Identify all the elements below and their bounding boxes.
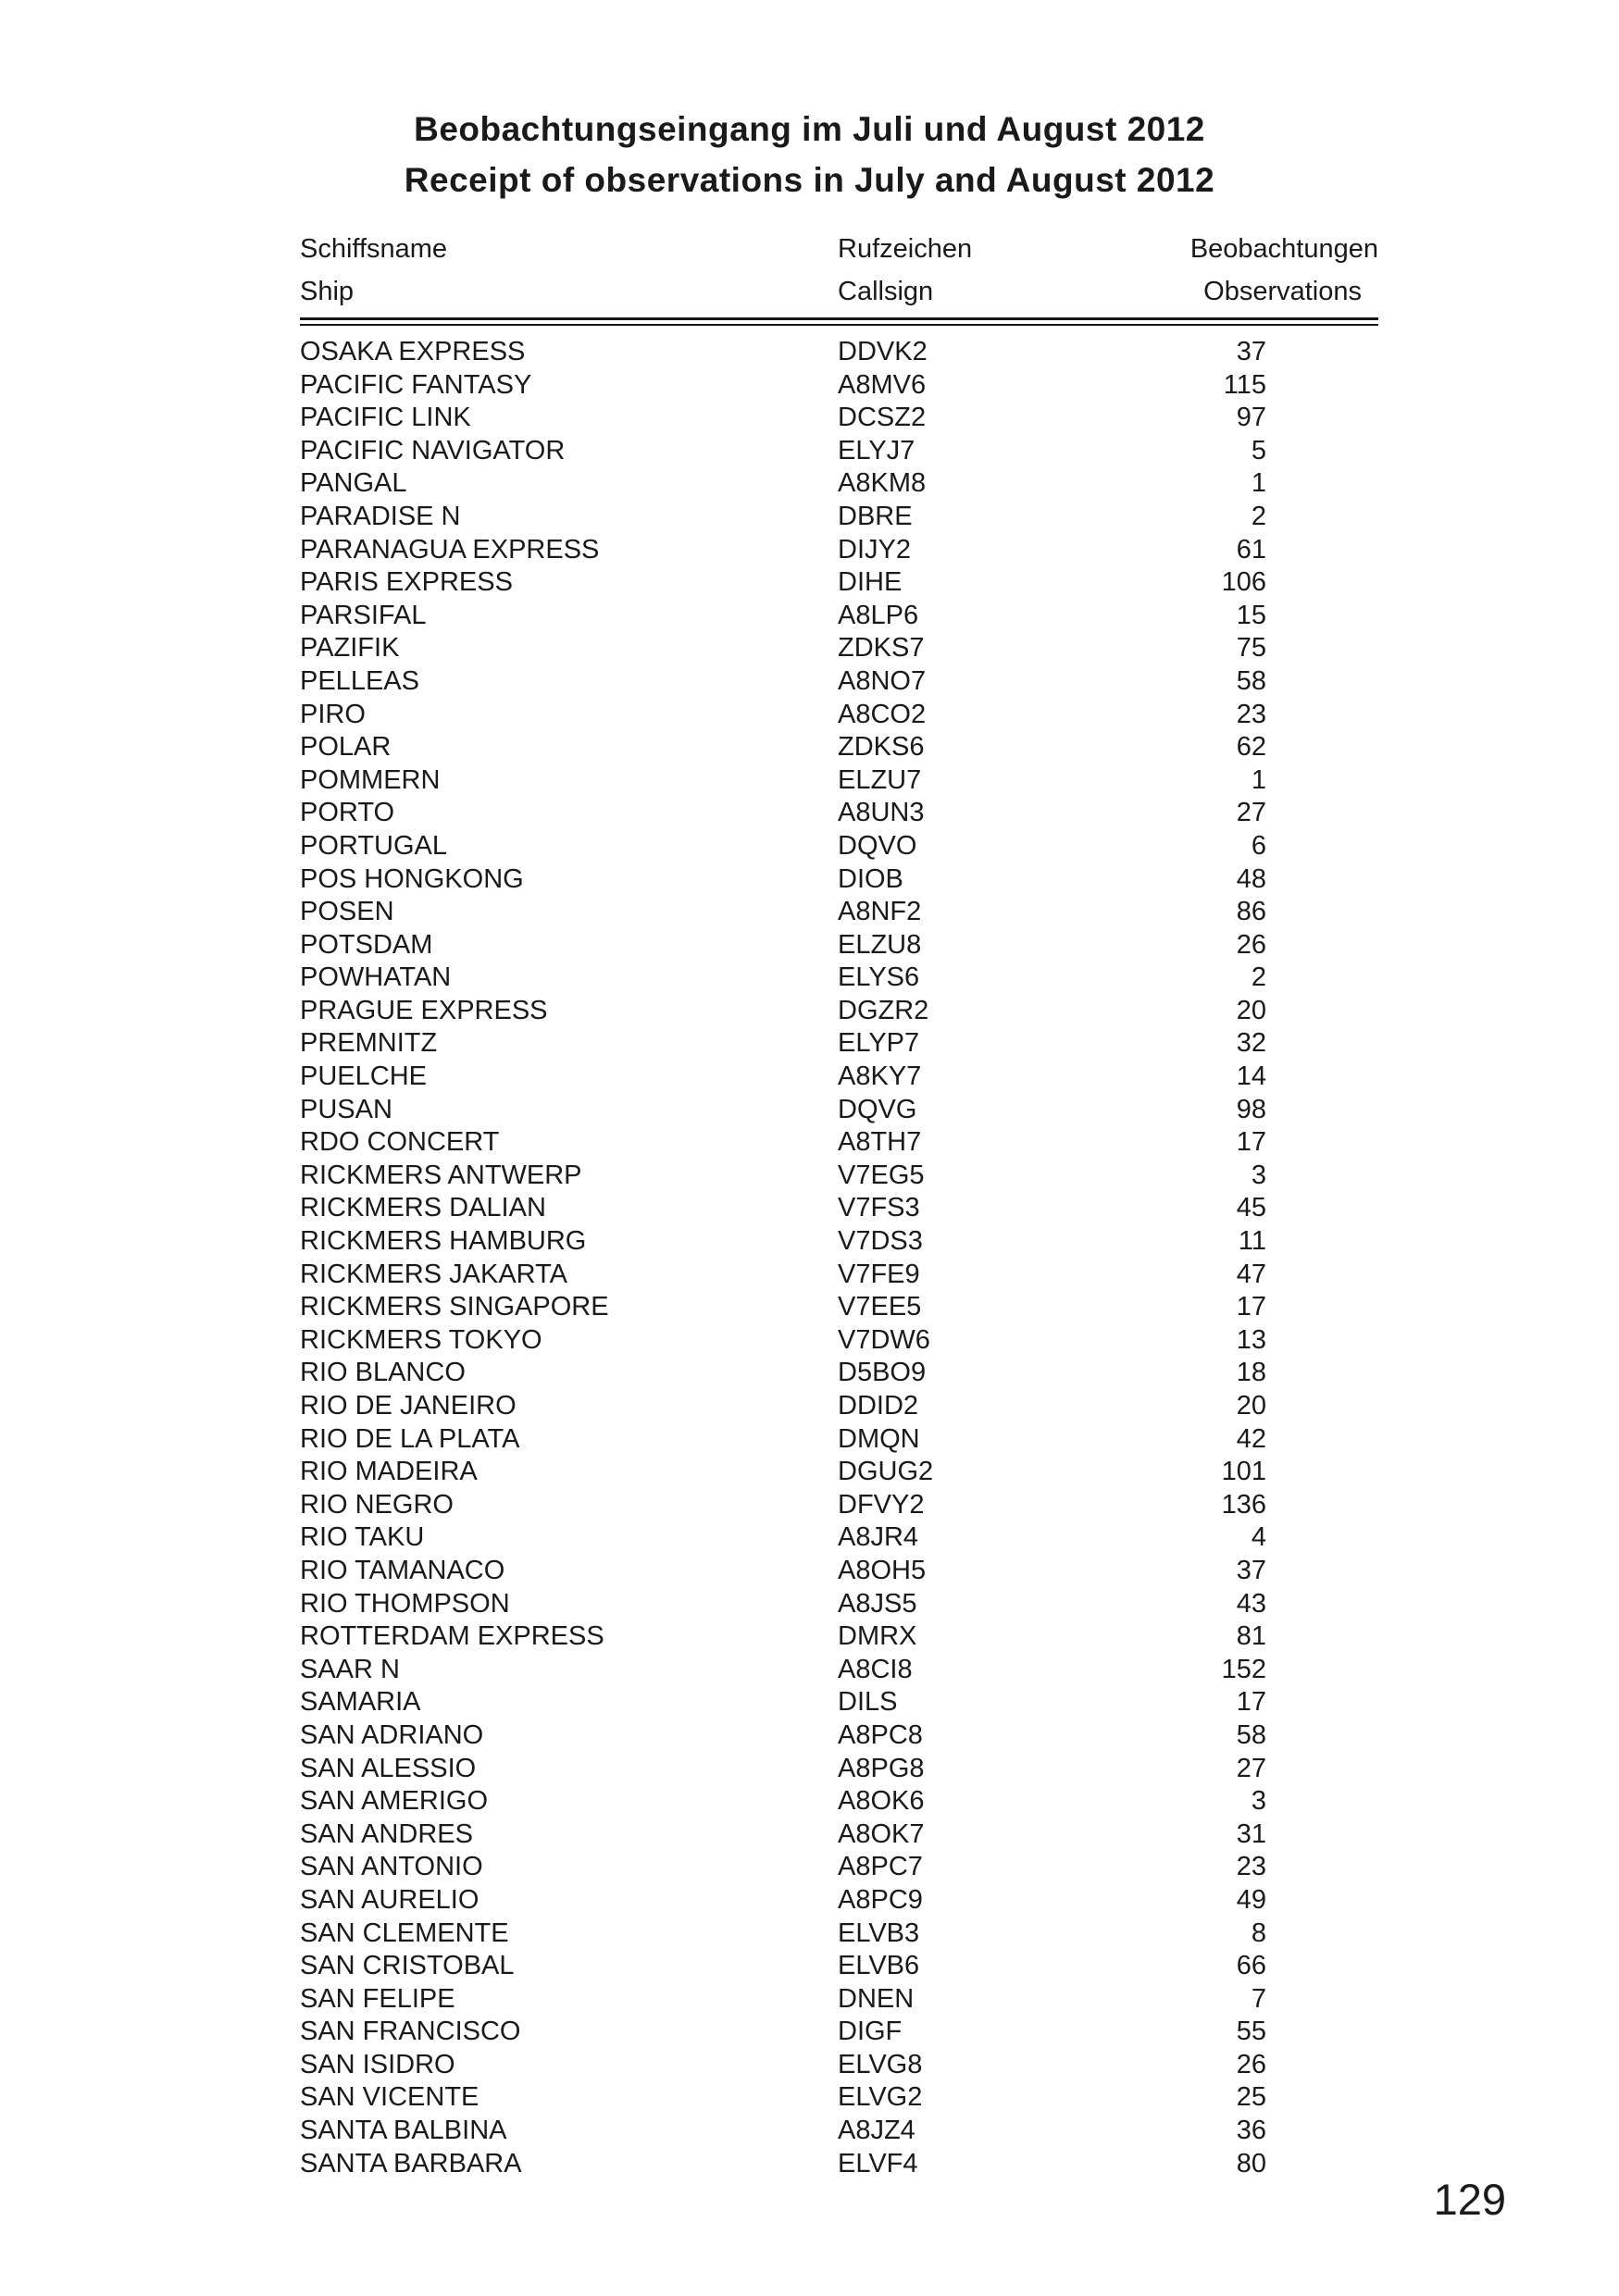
table-row: [300, 1225, 1378, 1259]
observations-count: 115: [1223, 369, 1266, 400]
table-row: [300, 369, 1378, 403]
ship-name: RIO TAKU: [300, 1522, 425, 1553]
callsign: ELZU8: [838, 929, 922, 960]
ship-name: POS HONGKONG: [300, 863, 524, 894]
callsign: DQVO: [838, 830, 917, 861]
callsign: DIJY2: [838, 534, 911, 565]
observations-count: 1: [1251, 764, 1266, 795]
ship-name: SAN ISIDRO: [300, 2049, 455, 2079]
ship-name: SAN AURELIO: [300, 1884, 479, 1915]
callsign: A8NO7: [838, 665, 927, 696]
table-row: [300, 1160, 1378, 1193]
table-row: [300, 600, 1378, 633]
observations-count: 42: [1236, 1423, 1266, 1454]
observations-table: [300, 228, 1378, 2180]
table-row: [300, 1983, 1378, 2017]
callsign: A8MV6: [838, 369, 927, 400]
observations-count: 23: [1236, 699, 1266, 729]
callsign: A8TH7: [838, 1127, 922, 1158]
ship-name: PUELCHE: [300, 1061, 427, 1092]
observations-count: 15: [1236, 600, 1266, 630]
observations-count: 3: [1251, 1160, 1266, 1190]
observations-count: 4: [1251, 1522, 1266, 1553]
callsign: DFVY2: [838, 1489, 925, 1520]
observations-count: 26: [1236, 2049, 1266, 2079]
callsign: ELVB6: [838, 1951, 920, 1981]
table-row: [300, 1950, 1378, 1983]
callsign: DGUG2: [838, 1457, 934, 1487]
observations-count: 58: [1236, 665, 1266, 696]
ship-name: RIO DE JANEIRO: [300, 1391, 517, 1421]
ship-name: RIO MADEIRA: [300, 1457, 478, 1487]
observations-count: 36: [1236, 2116, 1266, 2146]
header-ship-en: Ship: [300, 277, 355, 306]
table-row: [300, 1654, 1378, 1687]
observations-count: 86: [1236, 897, 1266, 927]
table-row: [300, 797, 1378, 830]
page-number: 129: [1433, 2175, 1506, 2224]
observations-count: 20: [1236, 1391, 1266, 1421]
table-row: [300, 1192, 1378, 1225]
callsign: D5BO9: [838, 1358, 927, 1388]
table-body: [300, 336, 1378, 2180]
ship-name: PARADISE N: [300, 501, 461, 531]
callsign: ELYJ7: [838, 435, 915, 465]
callsign: DIHE: [838, 567, 903, 598]
callsign: ELVB3: [838, 1917, 920, 1948]
callsign: ELZU7: [838, 764, 922, 795]
observations-count: 27: [1236, 798, 1266, 828]
header-observations-en: Observations: [1203, 277, 1362, 306]
observations-count: 11: [1238, 1226, 1266, 1257]
table-row: [300, 501, 1378, 534]
observations-count: 66: [1236, 1951, 1266, 1981]
table-row: [300, 402, 1378, 435]
ship-name: RIO THOMPSON: [300, 1588, 510, 1619]
header-row-english: [300, 270, 1378, 313]
observations-count: 17: [1236, 1127, 1266, 1158]
table-row: [300, 1753, 1378, 1786]
table-row: [300, 2049, 1378, 2082]
callsign: A8JR4: [838, 1522, 919, 1553]
callsign: A8PC9: [838, 1884, 923, 1915]
table-row: [300, 1555, 1378, 1588]
ship-name: SAN ANTONIO: [300, 1852, 483, 1882]
callsign: A8LP6: [838, 600, 919, 630]
table-row: [300, 1291, 1378, 1324]
table-row: [300, 435, 1378, 468]
header-callsign-en: Callsign: [838, 277, 934, 306]
observations-count: 37: [1236, 1555, 1266, 1585]
callsign: V7DW6: [838, 1324, 930, 1355]
observations-count: 80: [1236, 2148, 1266, 2178]
table-row: [300, 863, 1378, 897]
callsign: A8PG8: [838, 1753, 925, 1783]
table-row: [300, 534, 1378, 567]
observations-count: 1: [1251, 468, 1266, 499]
callsign: DMQN: [838, 1423, 920, 1454]
observations-count: 75: [1236, 633, 1266, 664]
table-row: [300, 632, 1378, 665]
callsign: DNEN: [838, 1983, 915, 2014]
header-row-german: [300, 228, 1378, 270]
observations-count: 136: [1221, 1489, 1266, 1520]
observations-count: 152: [1221, 1654, 1266, 1684]
ship-name: SANTA BALBINA: [300, 2116, 507, 2146]
table-header: [300, 228, 1378, 326]
observations-count: 25: [1236, 2082, 1266, 2113]
observations-count: 98: [1236, 1094, 1266, 1124]
ship-name: SAN ANDRES: [300, 1818, 473, 1849]
callsign: A8KY7: [838, 1061, 922, 1092]
table-row: [300, 1686, 1378, 1719]
callsign: A8OK7: [838, 1818, 925, 1849]
observations-count: 8: [1251, 1917, 1266, 1948]
ship-name: PARSIFAL: [300, 600, 427, 630]
table-row: [300, 1423, 1378, 1457]
callsign: DIGF: [838, 2017, 903, 2047]
observations-count: 32: [1236, 1028, 1266, 1059]
observations-count: 6: [1251, 830, 1266, 861]
callsign: DILS: [838, 1687, 898, 1718]
observations-count: 62: [1236, 732, 1266, 763]
observations-count: 55: [1236, 2017, 1266, 2047]
callsign: A8NF2: [838, 897, 922, 927]
callsign: DQVG: [838, 1094, 917, 1124]
callsign: ZDKS6: [838, 732, 925, 763]
ship-name: PREMNITZ: [300, 1028, 438, 1059]
callsign: A8KM8: [838, 468, 927, 499]
ship-name: SAN VICENTE: [300, 2082, 479, 2113]
observations-count: 61: [1236, 534, 1266, 565]
ship-name: PELLEAS: [300, 665, 419, 696]
table-row: [300, 2016, 1378, 2049]
table-row: [300, 731, 1378, 764]
ship-name: RICKMERS DALIAN: [300, 1193, 546, 1223]
callsign: V7EE5: [838, 1292, 922, 1322]
callsign: ZDKS7: [838, 633, 925, 664]
ship-name: PANGAL: [300, 468, 407, 499]
ship-name: RICKMERS TOKYO: [300, 1324, 542, 1355]
table-row: [300, 1061, 1378, 1094]
observations-count: 58: [1236, 1719, 1266, 1750]
table-row: [300, 1094, 1378, 1127]
callsign: A8PC8: [838, 1719, 923, 1750]
table-row: [300, 2115, 1378, 2148]
observations-count: 14: [1236, 1061, 1266, 1092]
callsign: A8CO2: [838, 699, 927, 729]
ship-name: SAN AMERIGO: [300, 1786, 489, 1817]
table-row: [300, 1785, 1378, 1818]
table-row: [300, 995, 1378, 1028]
observations-count: 23: [1236, 1852, 1266, 1882]
callsign: ELVG2: [838, 2082, 923, 2113]
observations-count: 97: [1236, 403, 1266, 433]
callsign: V7EG5: [838, 1160, 925, 1190]
callsign: DIOB: [838, 863, 903, 894]
ship-name: PARANAGUA EXPRESS: [300, 534, 600, 565]
callsign: ELVG8: [838, 2049, 923, 2079]
observations-count: 49: [1236, 1884, 1266, 1915]
callsign: ELYP7: [838, 1028, 920, 1059]
observations-count: 20: [1236, 995, 1266, 1025]
title-english: Receipt of observations in July and August 2012: [404, 161, 1215, 199]
callsign: V7DS3: [838, 1226, 923, 1257]
observations-count: 26: [1236, 929, 1266, 960]
table-row: [300, 1818, 1378, 1852]
callsign: DDID2: [838, 1391, 919, 1421]
ship-name: RIO TAMANACO: [300, 1555, 505, 1585]
observations-count: 18: [1236, 1358, 1266, 1388]
callsign: A8OH5: [838, 1555, 927, 1585]
document-title-block: [0, 104, 1619, 205]
table-row: [300, 2081, 1378, 2115]
table-row: [300, 962, 1378, 995]
table-row: [300, 1917, 1378, 1951]
ship-name: SAAR N: [300, 1654, 400, 1684]
observations-count: 37: [1236, 337, 1266, 366]
ship-name: PRAGUE EXPRESS: [300, 995, 548, 1025]
observations-count: 13: [1236, 1324, 1266, 1355]
callsign: A8JS5: [838, 1588, 917, 1619]
ship-name: RIO DE LA PLATA: [300, 1423, 520, 1454]
observations-count: 106: [1221, 567, 1266, 598]
callsign: A8OK6: [838, 1786, 925, 1817]
table-row: [300, 1126, 1378, 1160]
ship-name: POLAR: [300, 732, 392, 763]
ship-name: POTSDAM: [300, 929, 433, 960]
ship-name: RICKMERS SINGAPORE: [300, 1292, 609, 1322]
ship-name: SAMARIA: [300, 1687, 421, 1718]
observations-count: 101: [1221, 1457, 1266, 1487]
title-german: Beobachtungseingang im Juli und August 2012: [414, 110, 1205, 148]
callsign: A8CI8: [838, 1654, 913, 1684]
ship-name: SAN CLEMENTE: [300, 1917, 509, 1948]
table-row: [300, 1027, 1378, 1061]
table-row: [300, 1719, 1378, 1753]
observations-count: 27: [1236, 1753, 1266, 1783]
callsign: V7FE9: [838, 1259, 920, 1289]
table-row: [300, 1884, 1378, 1917]
observations-count: 7: [1251, 1983, 1266, 2014]
ship-name: POSEN: [300, 897, 394, 927]
observations-count: 5: [1251, 435, 1266, 465]
table-row: [300, 1456, 1378, 1489]
table-row: [300, 467, 1378, 501]
observations-count: 45: [1236, 1193, 1266, 1223]
ship-name: POWHATAN: [300, 962, 452, 993]
table-row: [300, 1324, 1378, 1358]
callsign: ELVF4: [838, 2148, 918, 2178]
table-row: [300, 1620, 1378, 1654]
header-observations-de: Beobachtungen: [1189, 234, 1378, 264]
callsign: V7FS3: [838, 1193, 920, 1223]
observations-count: 47: [1236, 1259, 1266, 1289]
ship-name: PIRO: [300, 699, 366, 729]
header-double-rule: [300, 317, 1378, 326]
table-row: [300, 699, 1378, 732]
ship-name: ROTTERDAM EXPRESS: [300, 1621, 604, 1652]
ship-name: RIO BLANCO: [300, 1358, 466, 1388]
observations-count: 17: [1236, 1687, 1266, 1718]
table-row: [300, 1521, 1378, 1555]
ship-name: PORTUGAL: [300, 830, 448, 861]
ship-name: POMMERN: [300, 764, 441, 795]
table-row: [300, 896, 1378, 929]
callsign: A8PC7: [838, 1852, 923, 1882]
ship-name: SANTA BARBARA: [300, 2148, 522, 2178]
callsign: DCSZ2: [838, 403, 927, 433]
callsign: DGZR2: [838, 995, 929, 1025]
observations-count: 43: [1236, 1588, 1266, 1619]
ship-name: PUSAN: [300, 1094, 392, 1124]
callsign: DDVK2: [838, 337, 928, 366]
ship-name: RICKMERS JAKARTA: [300, 1259, 567, 1289]
header-callsign-de: Rufzeichen: [838, 234, 973, 264]
table-row: [300, 336, 1378, 369]
ship-name: PAZIFIK: [300, 633, 400, 664]
callsign: ELYS6: [838, 962, 920, 993]
table-row: [300, 764, 1378, 798]
header-ship-de: Schiffsname: [300, 234, 448, 264]
table-row: [300, 1489, 1378, 1522]
ship-name: SAN CRISTOBAL: [300, 1951, 515, 1981]
observations-count: 48: [1236, 863, 1266, 894]
table-row: [300, 1259, 1378, 1292]
table-row: [300, 1390, 1378, 1423]
ship-name: SAN FELIPE: [300, 1983, 455, 2014]
callsign: DMRX: [838, 1621, 917, 1652]
table-row: [300, 929, 1378, 962]
ship-name: PORTO: [300, 798, 395, 828]
table-row: [300, 1588, 1378, 1621]
observations-count: 2: [1251, 501, 1266, 531]
ship-name: PACIFIC NAVIGATOR: [300, 435, 566, 465]
table-row: [300, 2148, 1378, 2181]
table-row: [300, 566, 1378, 600]
ship-name: RICKMERS HAMBURG: [300, 1226, 587, 1257]
ship-name: SAN ADRIANO: [300, 1719, 484, 1750]
ship-name: PARIS EXPRESS: [300, 567, 513, 598]
table-row: [300, 665, 1378, 699]
table-row: [300, 1851, 1378, 1884]
ship-name: RIO NEGRO: [300, 1489, 454, 1520]
callsign: DBRE: [838, 501, 913, 531]
observations-count: 2: [1251, 962, 1266, 993]
ship-name: PACIFIC FANTASY: [300, 369, 532, 400]
callsign: A8JZ4: [838, 2116, 915, 2146]
ship-name: SAN FRANCISCO: [300, 2017, 521, 2047]
table-row: [300, 830, 1378, 863]
ship-name: OSAKA EXPRESS: [300, 337, 526, 366]
observations-count: 3: [1251, 1786, 1266, 1817]
ship-name: SAN ALESSIO: [300, 1753, 477, 1783]
ship-name: RICKMERS ANTWERP: [300, 1160, 582, 1190]
observations-count: 31: [1236, 1818, 1266, 1849]
ship-name: PACIFIC LINK: [300, 403, 471, 433]
table-row: [300, 1357, 1378, 1390]
ship-name: RDO CONCERT: [300, 1127, 500, 1158]
observations-count: 17: [1236, 1292, 1266, 1322]
observations-count: 81: [1236, 1621, 1266, 1652]
callsign: A8UN3: [838, 798, 925, 828]
